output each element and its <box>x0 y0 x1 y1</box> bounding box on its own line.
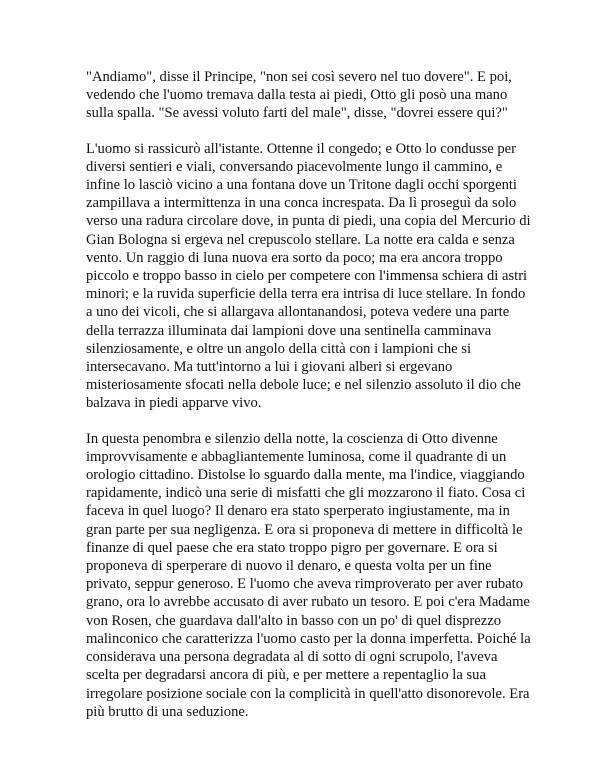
text-line: privato, seppur generoso. E l'uomo che aveva rimproverato per aver rubato <box>86 576 524 593</box>
text-line: della terrazza illuminata dai lampioni dove una sentinella camminava <box>86 322 492 339</box>
text-line: rapidamente, indicò una serie di misfatti che gli mozzarono il fiato. Cosa ci <box>86 485 526 502</box>
text-line: "Andiamo", disse il Principe, "non sei così severo nel tuo dovere". E poi, <box>86 69 512 85</box>
paragraph <box>86 140 531 413</box>
text-line: più brutto di una seduzione. <box>86 703 249 720</box>
text-line: intersecavano. Ma tutt'intorno a lui i giovani alberi si ergevano <box>86 359 453 376</box>
text-line: piccolo e troppo basso in cielo per competere con l'immensa schiera di astri <box>86 268 528 285</box>
text-line: In questa penombra e silenzio della notte, la coscienza di Otto divenne <box>86 430 498 447</box>
text-line: malinconico che caratterizza l'uomo casto per la donna imperfetta. Poiché la <box>86 630 531 647</box>
text-line: balzava in piedi apparve vivo. <box>86 395 262 412</box>
text-line: a uno dei vicoli, che si allargava allontanandosi, poteva vedere una parte <box>86 304 510 321</box>
text-line: gran parte per sua negligenza. E ora si proponeva di mettere in difficoltà le <box>86 521 523 538</box>
text-line: grano, ora lo avrebbe accusato di aver rubato un tesoro. E poi c'era Madame <box>86 594 530 611</box>
text-line: Gian Bologna si ergeva nel crepuscolo stellare. La notte era calda e senza <box>86 231 515 248</box>
text-line: faceva in quel luogo? Il denaro era stato sperperato ingiustamente, ma in <box>86 503 510 520</box>
paragraph <box>86 68 526 123</box>
text-line: vento. Un raggio di luna nuova era sorto da poco; ma era ancora troppo <box>86 249 503 266</box>
text-line: finanze di quel paese che era stato troppo pigro per governare. E ora si <box>86 539 498 556</box>
text-line: verso una radura circolare dove, in punta di piedi, una copia del Mercurio di <box>86 213 531 230</box>
text-line: considerava una persona degradata al di sotto di ogni scrupolo, l'aveva <box>86 649 498 666</box>
text-line: zampillava a intermittenza in una conca increspata. Da lì proseguì da solo <box>86 195 517 212</box>
text-line: proponeva di sperperare di nuovo il denaro, e questa volta per un fine <box>86 558 492 575</box>
text-line: orologio cittadino. Distolse lo sguardo dalla mente, ma l'indice, viaggiando <box>86 467 525 484</box>
paragraph <box>86 430 531 721</box>
text-line: scelta per degradarsi ancora di più, e per mettere a repentaglio la sua <box>86 667 486 684</box>
text-line: diversi sentieri e viali, conversando piacevolmente lungo il cammino, e <box>86 158 503 175</box>
text-line: misteriosamente sfocati nella debole luce; e nel silenzio assoluto il dio che <box>86 377 521 394</box>
text-line: von Rosen, che guardava dall'alto in basso con un po' di quel disprezzo <box>86 612 501 629</box>
text-line: minori; e la ruvida superficie della terra era intrisa di luce stellare. In fondo <box>86 286 526 303</box>
text-line: infine lo lasciò vicino a una fontana dove un Tritone dagli occhi sporgenti <box>86 177 517 194</box>
text-line: L'uomo si rassicurò all'istante. Ottenne il congedo; e Otto lo condusse per <box>86 140 517 157</box>
text-line: irregolare posizione sociale con la complicità in quell'atto disonorevole. Era <box>86 685 530 702</box>
body-text <box>86 68 531 738</box>
text-line: vedendo che l'uomo tremava dalla testa ai piedi, Otto gli posò una mano <box>86 87 508 104</box>
text-line: sulla spalla. "Se avessi voluto farti del male", disse, "dovrei essere qui?" <box>86 105 508 122</box>
text-line: improvvisamente e abbagliantemente luminosa, come il quadrante di un <box>86 448 507 465</box>
text-line: silenziosamente, e oltre un angolo della città con i lampioni che si <box>86 340 471 357</box>
